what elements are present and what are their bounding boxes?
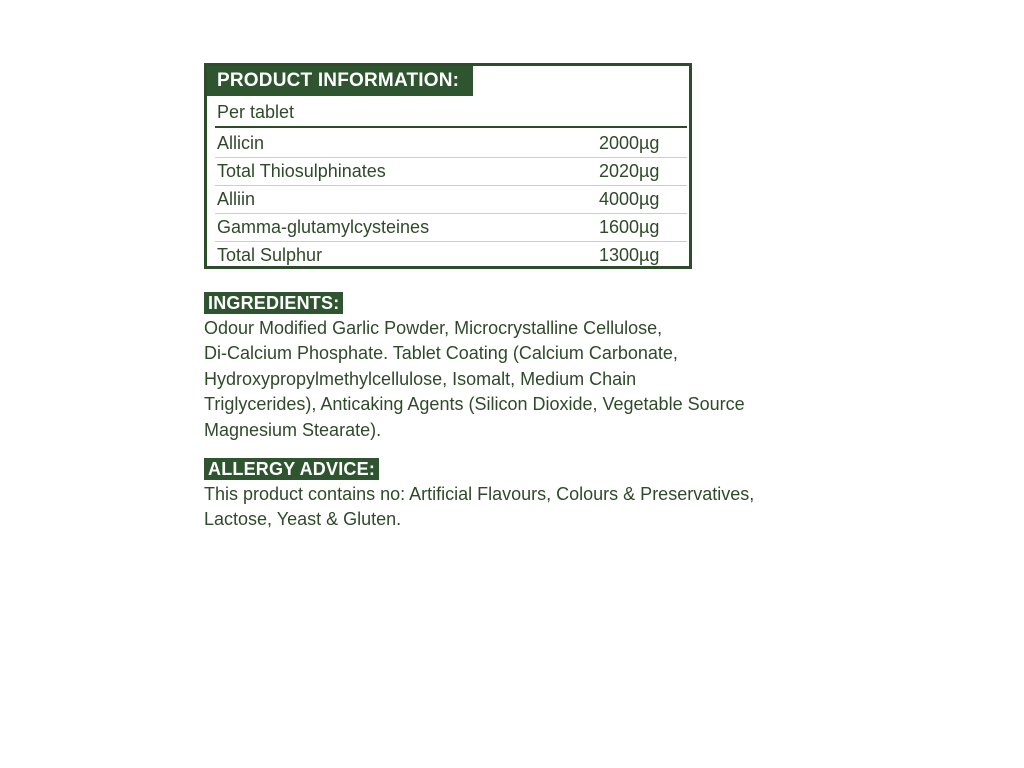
nutrient-name: Allicin [217,133,265,153]
product-information-table [204,63,692,269]
nutrient-value: 4000µg [599,189,660,209]
allergy-advice-title: ALLERGY ADVICE: [204,458,379,480]
ingredients-line: Magnesium Stearate). [204,419,382,440]
nutrient-name: Total Thiosulphinates [217,161,386,181]
table-row [215,130,687,158]
allergy-line: This product contains no: Artificial Flavours, Colours & Preservatives, [204,484,755,504]
allergy-line: Lactose, Yeast & Gluten. [204,509,402,530]
nutrient-value: 1600µg [599,217,660,237]
ingredients-line: Hydroxypropylmethylcellulose, Isomalt, Medium Chain [204,368,637,389]
ingredients-title: INGREDIENTS: [204,292,343,314]
header-divider [215,126,687,128]
ingredients-line: Odour Modified Garlic Powder, Microcrystalline Cellulose, [204,318,663,338]
nutrient-name: Total Sulphur [217,245,323,265]
nutrient-rows [215,130,687,269]
ingredients-line: Di-Calcium Phosphate. Tablet Coating (Calcium Carbonate, [204,343,678,364]
nutrient-value: 2000µg [599,133,660,153]
nutrient-value: 2020µg [599,161,660,181]
ingredients-line: Triglycerides), Anticaking Agents (Silicon Dioxide, Vegetable Source [204,394,745,415]
table-row [215,242,687,269]
per-tablet-label: Per tablet [217,102,295,122]
allergy-advice-text [204,482,794,533]
nutrient-name: Alliin [217,189,256,209]
table-row [215,186,687,214]
product-information-title: PRODUCT INFORMATION: [207,66,473,96]
nutrient-name: Gamma-glutamylcysteines [217,217,430,237]
table-row [215,214,687,242]
table-row [215,158,687,186]
ingredients-text [204,316,784,443]
nutrient-value: 1300µg [599,245,660,265]
